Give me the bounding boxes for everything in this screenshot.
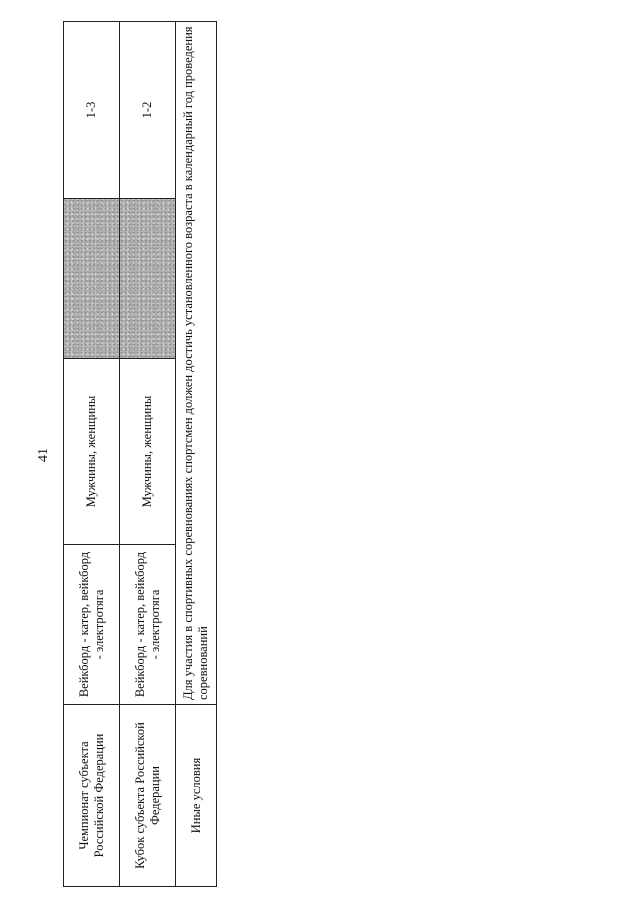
gender-cell: Мужчины, женщины (120, 359, 176, 545)
shaded-cell (120, 199, 176, 359)
other-label-cell: Иные условия (176, 705, 217, 887)
event-cell: Кубок субъекта Российской Федерации (120, 705, 176, 887)
table-row (120, 22, 176, 887)
table-row (64, 22, 120, 887)
discipline-cell: Вейкборд - катер, вейкборд - электротяга (120, 545, 176, 705)
other-text-cell (176, 22, 217, 705)
places-cell: 1-3 (64, 22, 120, 199)
other-text: Для участия в спортивных соревнованиях спортсмен должен достичь установленного возраста в календарный год проведения соревнований (181, 26, 210, 700)
event-cell: Чемпионат субъекта Российской Федерации (64, 705, 120, 887)
discipline-cell: Вейкборд - катер, вейкборд - электротяга (64, 545, 120, 705)
table-row (176, 22, 217, 887)
places-cell: 1-2 (120, 22, 176, 199)
gender-cell: Мужчины, женщины (64, 359, 120, 545)
page-number: 41 (36, 448, 51, 462)
shaded-cell (64, 199, 120, 359)
qualification-table (63, 21, 217, 887)
rotated-table-container (63, 22, 209, 887)
